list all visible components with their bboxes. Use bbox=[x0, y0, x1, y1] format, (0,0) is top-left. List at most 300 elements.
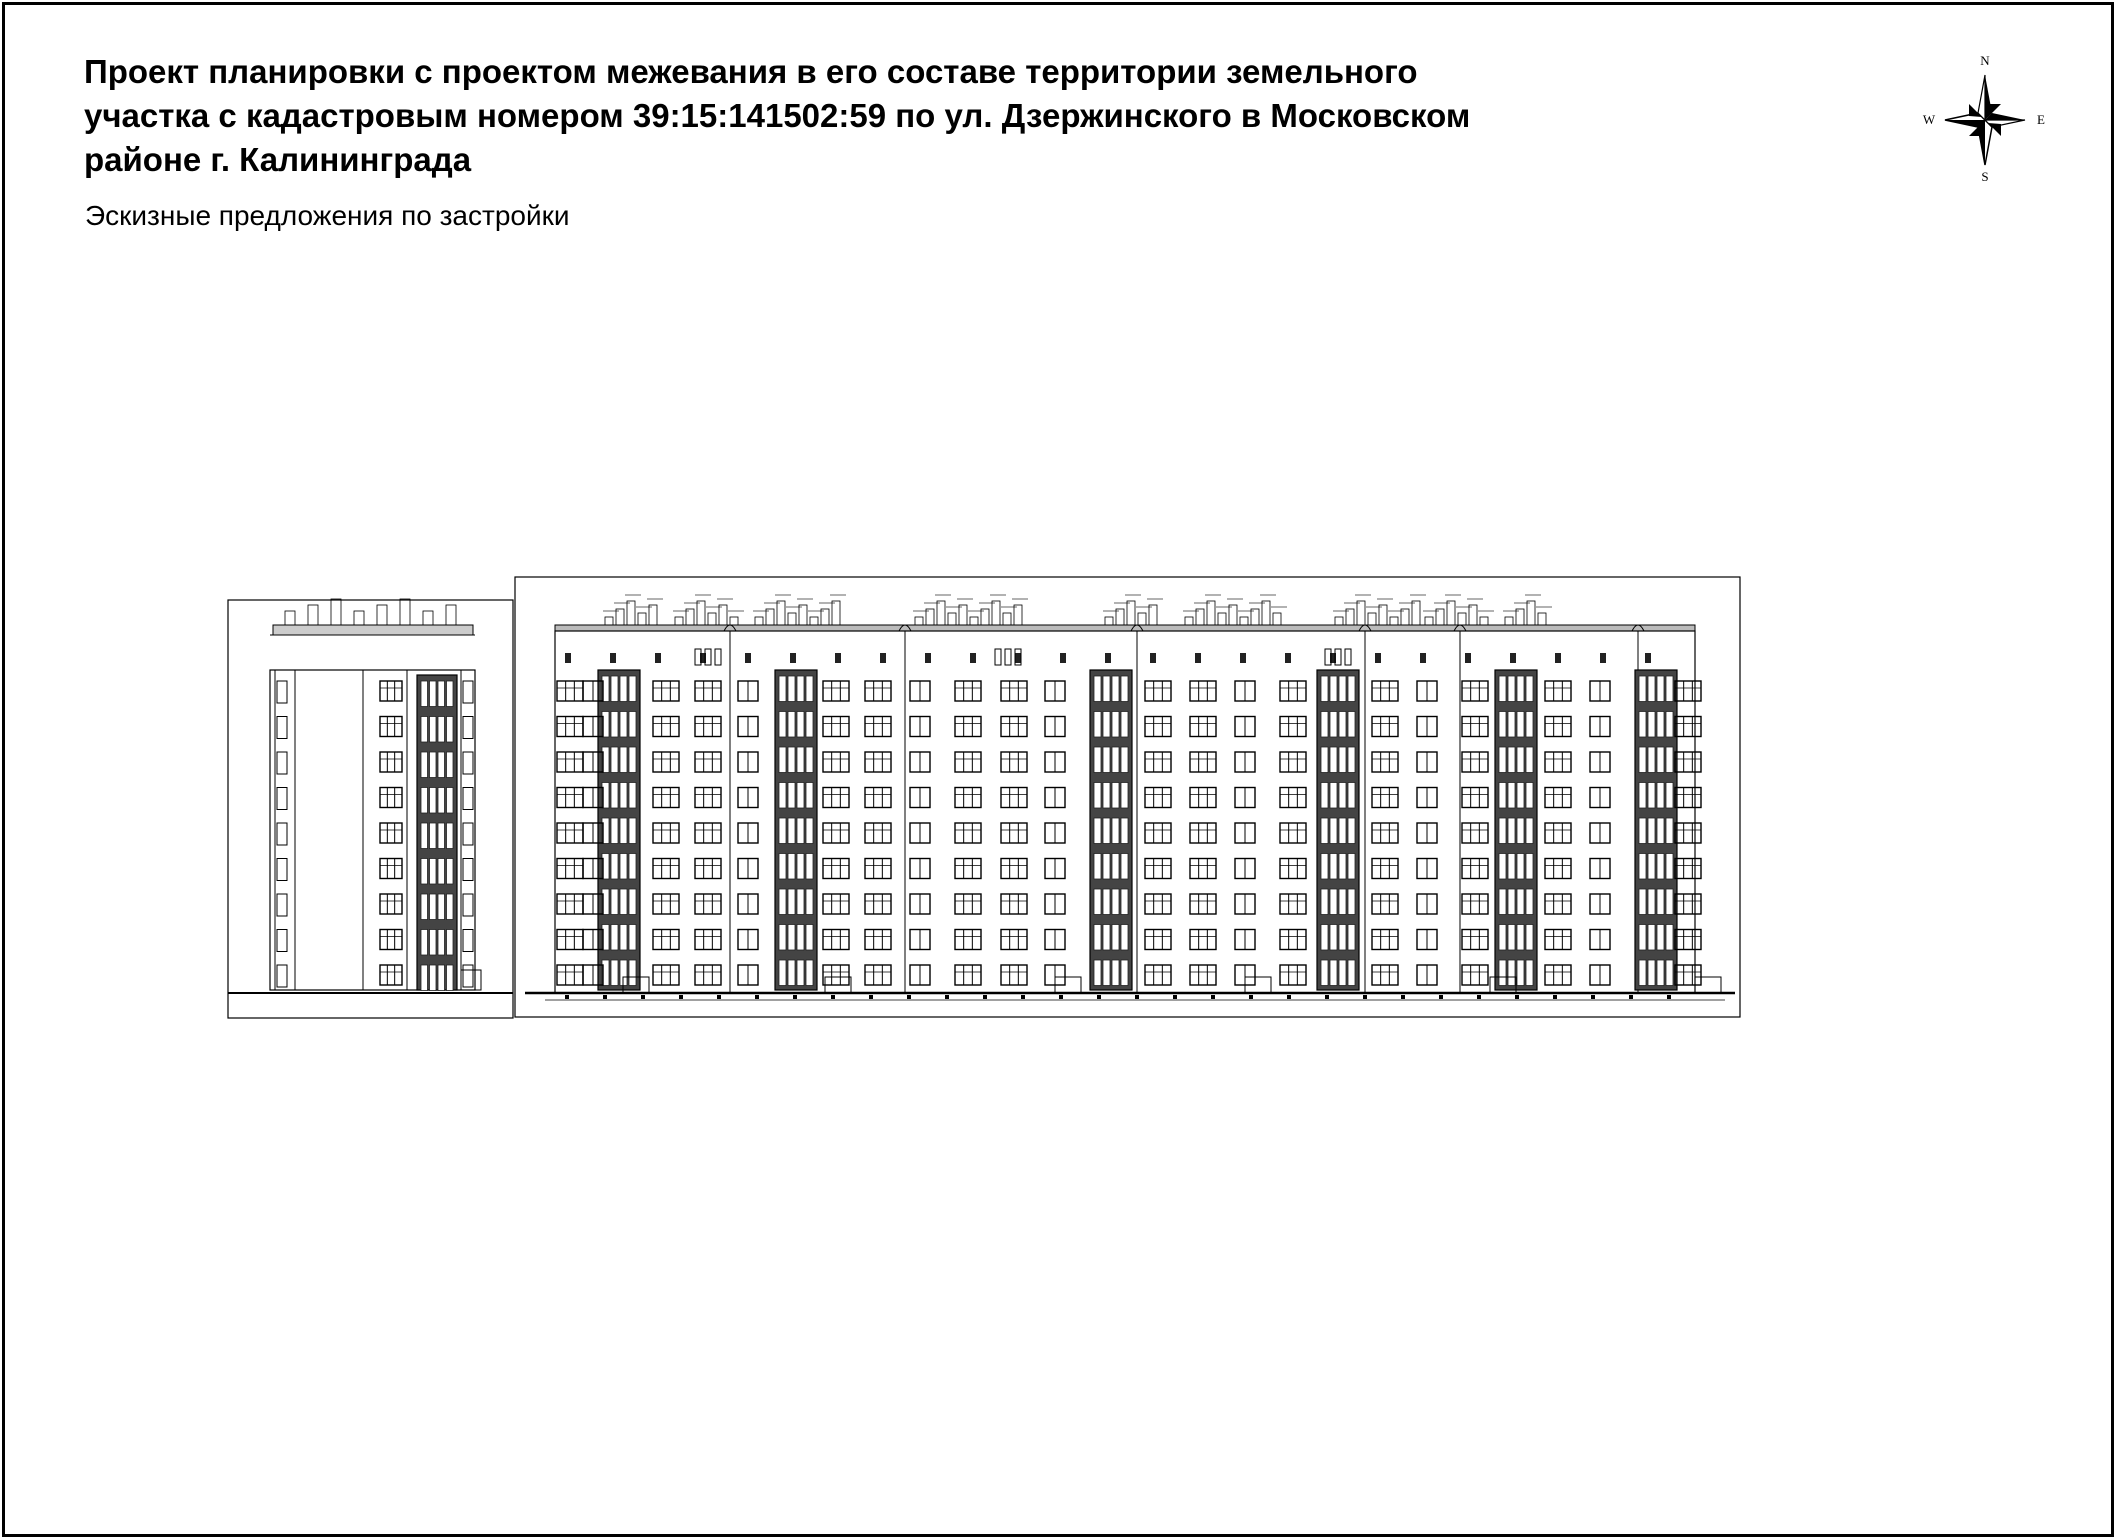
loggia-pane bbox=[797, 854, 804, 880]
front-window bbox=[1145, 788, 1171, 808]
loggia-pane bbox=[1348, 818, 1355, 844]
loggia-pane bbox=[1666, 783, 1673, 809]
loggia-pane bbox=[1094, 854, 1101, 880]
loggia-pane bbox=[1648, 925, 1655, 951]
loggia-pane bbox=[1339, 783, 1346, 809]
front-window bbox=[1190, 823, 1216, 843]
side-window bbox=[463, 717, 473, 739]
loggia-pane bbox=[806, 712, 813, 738]
compass-rose-icon bbox=[1915, 52, 2055, 182]
loggia-pane bbox=[779, 783, 786, 809]
front-window bbox=[955, 930, 981, 950]
front-window bbox=[1280, 965, 1306, 985]
front-window bbox=[1675, 788, 1701, 808]
loggia-pane bbox=[1648, 960, 1655, 986]
loggia-pane bbox=[438, 859, 445, 885]
roof-equipment bbox=[1436, 609, 1444, 625]
compass-east-label: E bbox=[2037, 112, 2045, 127]
front-window bbox=[1372, 859, 1398, 879]
loggia-pane bbox=[1321, 676, 1328, 702]
loggia-pane bbox=[1348, 712, 1355, 738]
loggia-pane bbox=[1508, 676, 1515, 702]
front-window bbox=[557, 681, 583, 701]
roof-equipment bbox=[649, 605, 657, 625]
attic-vent bbox=[1600, 653, 1606, 663]
title-line-3: районе г. Калининграда bbox=[84, 141, 472, 178]
side-window bbox=[380, 788, 402, 808]
front-window bbox=[1675, 717, 1701, 737]
loggia-pane bbox=[1330, 854, 1337, 880]
attic-vent bbox=[1240, 653, 1246, 663]
front-window bbox=[1545, 717, 1571, 737]
front-window bbox=[1190, 930, 1216, 950]
front-window bbox=[1280, 894, 1306, 914]
compass-north-label: N bbox=[1980, 53, 1990, 68]
front-window bbox=[1145, 930, 1171, 950]
loggia-pane bbox=[447, 788, 454, 814]
attic-window bbox=[1005, 649, 1011, 665]
loggia-pane bbox=[1112, 747, 1119, 773]
loggia-pane bbox=[1666, 747, 1673, 773]
loggia-pane bbox=[1094, 676, 1101, 702]
loggia-pane bbox=[797, 818, 804, 844]
roof-equipment bbox=[788, 613, 796, 625]
loggia-pane bbox=[629, 854, 636, 880]
loggia-pane bbox=[1499, 889, 1506, 915]
loggia-pane bbox=[430, 681, 437, 707]
front-window bbox=[1372, 894, 1398, 914]
loggia-pane bbox=[1639, 783, 1646, 809]
loggia-pane bbox=[1103, 889, 1110, 915]
loggia-pane bbox=[1648, 854, 1655, 880]
front-window bbox=[1190, 717, 1216, 737]
front-window bbox=[1190, 681, 1216, 701]
loggia-pane bbox=[1103, 747, 1110, 773]
roof-equipment bbox=[605, 617, 613, 625]
side-window bbox=[463, 930, 473, 952]
loggia-pane bbox=[438, 965, 445, 991]
loggia-pane bbox=[788, 712, 795, 738]
roof-equipment bbox=[1014, 605, 1022, 625]
roof-equipment bbox=[377, 605, 387, 625]
loggia-pane bbox=[1121, 747, 1128, 773]
loggia-pane bbox=[1348, 854, 1355, 880]
side-window bbox=[463, 965, 473, 987]
loggia-pane bbox=[421, 930, 428, 956]
loggia-pane bbox=[1517, 747, 1524, 773]
loggia-pane bbox=[1517, 818, 1524, 844]
roof-equipment bbox=[926, 609, 934, 625]
side-window bbox=[380, 965, 402, 985]
loggia-pane bbox=[1321, 960, 1328, 986]
loggia-pane bbox=[1103, 818, 1110, 844]
front-window bbox=[955, 717, 981, 737]
loggia-pane bbox=[1321, 783, 1328, 809]
foundation-vent bbox=[907, 995, 911, 999]
loggia-pane bbox=[430, 788, 437, 814]
loggia-pane bbox=[1517, 676, 1524, 702]
front-window bbox=[1372, 965, 1398, 985]
front-window bbox=[1372, 681, 1398, 701]
roof-equipment bbox=[1149, 605, 1157, 625]
loggia-pane bbox=[797, 889, 804, 915]
attic-vent bbox=[1060, 653, 1066, 663]
loggia-pane bbox=[788, 854, 795, 880]
loggia-pane bbox=[1508, 747, 1515, 773]
roof-equipment bbox=[1116, 609, 1124, 625]
front-window bbox=[1675, 894, 1701, 914]
loggia-pane bbox=[1330, 925, 1337, 951]
loggia-pane bbox=[797, 925, 804, 951]
loggia-pane bbox=[1321, 818, 1328, 844]
loggia-pane bbox=[1508, 783, 1515, 809]
loggia-pane bbox=[430, 965, 437, 991]
front-window bbox=[1001, 894, 1027, 914]
front-window bbox=[557, 717, 583, 737]
loggia-pane bbox=[620, 676, 627, 702]
loggia-pane bbox=[1657, 712, 1664, 738]
loggia-pane bbox=[788, 818, 795, 844]
front-window bbox=[1372, 930, 1398, 950]
loggia-pane bbox=[1526, 889, 1533, 915]
front-window bbox=[1372, 717, 1398, 737]
front-window bbox=[1145, 752, 1171, 772]
foundation-vent bbox=[1287, 995, 1291, 999]
front-window bbox=[1462, 788, 1488, 808]
elevation-drawing bbox=[225, 575, 1745, 1020]
loggia-pane bbox=[1657, 889, 1664, 915]
loggia-pane bbox=[1648, 747, 1655, 773]
roof-equipment bbox=[285, 611, 295, 625]
front-window bbox=[1462, 894, 1488, 914]
front-window bbox=[1462, 681, 1488, 701]
front-window bbox=[1545, 894, 1571, 914]
foundation-vent bbox=[641, 995, 645, 999]
loggia-pane bbox=[438, 788, 445, 814]
loggia-pane bbox=[1666, 712, 1673, 738]
front-window bbox=[1462, 823, 1488, 843]
foundation-vent bbox=[679, 995, 683, 999]
title-line-1: Проект планировки с проектом межевания в его составе территории земельного bbox=[84, 53, 1418, 90]
roof-equipment bbox=[1368, 613, 1376, 625]
loggia-pane bbox=[1526, 747, 1533, 773]
roof-equipment bbox=[1127, 601, 1135, 625]
front-window bbox=[1190, 752, 1216, 772]
front-window bbox=[865, 717, 891, 737]
roof-equipment bbox=[799, 605, 807, 625]
front-window bbox=[1145, 859, 1171, 879]
roof-equipment bbox=[308, 605, 318, 625]
loggia-pane bbox=[629, 818, 636, 844]
roof-equipment bbox=[810, 617, 818, 625]
loggia-pane bbox=[1094, 747, 1101, 773]
loggia-pane bbox=[806, 925, 813, 951]
loggia-pane bbox=[1648, 712, 1655, 738]
attic-window bbox=[715, 649, 721, 665]
attic-vent bbox=[610, 653, 616, 663]
foundation-vent bbox=[945, 995, 949, 999]
foundation-vent bbox=[1477, 995, 1481, 999]
loggia-pane bbox=[788, 783, 795, 809]
side-window bbox=[380, 752, 402, 772]
front-window bbox=[1280, 717, 1306, 737]
roof-equipment bbox=[948, 613, 956, 625]
front-window bbox=[653, 752, 679, 772]
front-window bbox=[653, 788, 679, 808]
roof-equipment bbox=[1138, 613, 1146, 625]
loggia-pane bbox=[1499, 854, 1506, 880]
roof-equipment bbox=[1335, 617, 1343, 625]
front-window bbox=[1001, 717, 1027, 737]
front-window bbox=[653, 894, 679, 914]
front-window bbox=[1145, 681, 1171, 701]
roof-equipment bbox=[755, 617, 763, 625]
loggia-pane bbox=[430, 752, 437, 778]
loggia-pane bbox=[421, 752, 428, 778]
loggia-pane bbox=[629, 712, 636, 738]
front-window bbox=[695, 788, 721, 808]
loggia-pane bbox=[1499, 747, 1506, 773]
loggia-pane bbox=[1666, 889, 1673, 915]
roof-equipment bbox=[697, 601, 705, 625]
loggia-pane bbox=[797, 676, 804, 702]
loggia-pane bbox=[1657, 676, 1664, 702]
loggia-pane bbox=[779, 676, 786, 702]
loggia-pane bbox=[779, 818, 786, 844]
front-window bbox=[695, 965, 721, 985]
foundation-vent bbox=[755, 995, 759, 999]
loggia-pane bbox=[629, 783, 636, 809]
roof-equipment bbox=[1207, 601, 1215, 625]
loggia-pane bbox=[629, 747, 636, 773]
attic-vent bbox=[655, 653, 661, 663]
loggia-pane bbox=[438, 752, 445, 778]
loggia-pane bbox=[1112, 818, 1119, 844]
foundation-vent bbox=[1629, 995, 1633, 999]
front-window bbox=[823, 717, 849, 737]
loggia-pane bbox=[620, 712, 627, 738]
front-window bbox=[1462, 859, 1488, 879]
attic-vent bbox=[925, 653, 931, 663]
loggia-pane bbox=[1508, 925, 1515, 951]
foundation-vent bbox=[1325, 995, 1329, 999]
roof-equipment bbox=[1447, 601, 1455, 625]
loggia-pane bbox=[797, 783, 804, 809]
attic-vent bbox=[1285, 653, 1291, 663]
loggia-pane bbox=[1348, 747, 1355, 773]
roof-equipment bbox=[1218, 613, 1226, 625]
loggia-pane bbox=[779, 960, 786, 986]
front-window bbox=[1001, 681, 1027, 701]
loggia-pane bbox=[620, 747, 627, 773]
attic-vent bbox=[790, 653, 796, 663]
side-window bbox=[463, 681, 473, 703]
loggia-pane bbox=[1094, 818, 1101, 844]
loggia-pane bbox=[1330, 960, 1337, 986]
loggia-pane bbox=[430, 859, 437, 885]
foundation-vent bbox=[1363, 995, 1367, 999]
loggia-pane bbox=[1103, 676, 1110, 702]
front-window bbox=[1001, 859, 1027, 879]
loggia-pane bbox=[1339, 854, 1346, 880]
roof-equipment bbox=[719, 605, 727, 625]
side-window bbox=[463, 752, 473, 774]
foundation-vent bbox=[603, 995, 607, 999]
front-window bbox=[1145, 717, 1171, 737]
loggia-pane bbox=[1121, 818, 1128, 844]
loggia-pane bbox=[1648, 818, 1655, 844]
loggia-pane bbox=[611, 889, 618, 915]
front-window bbox=[865, 894, 891, 914]
loggia-pane bbox=[1330, 818, 1337, 844]
loggia-pane bbox=[438, 930, 445, 956]
loggia-pane bbox=[1348, 889, 1355, 915]
front-window bbox=[1545, 859, 1571, 879]
roof-equipment bbox=[1262, 601, 1270, 625]
roof-equipment bbox=[1003, 613, 1011, 625]
loggia-pane bbox=[1499, 925, 1506, 951]
loggia-pane bbox=[438, 717, 445, 743]
front-window bbox=[653, 823, 679, 843]
front-window bbox=[865, 965, 891, 985]
front-window bbox=[557, 788, 583, 808]
front-window bbox=[1190, 788, 1216, 808]
front-window bbox=[1462, 930, 1488, 950]
loggia-pane bbox=[1648, 889, 1655, 915]
loggia-pane bbox=[421, 894, 428, 920]
loggia-pane bbox=[611, 818, 618, 844]
loggia-pane bbox=[1517, 783, 1524, 809]
side-window bbox=[277, 894, 287, 916]
front-window bbox=[865, 823, 891, 843]
loggia-pane bbox=[1657, 925, 1664, 951]
roof-equipment bbox=[1412, 601, 1420, 625]
foundation-vent bbox=[1021, 995, 1025, 999]
loggia-pane bbox=[1112, 925, 1119, 951]
loggia-pane bbox=[1348, 676, 1355, 702]
loggia-pane bbox=[788, 676, 795, 702]
loggia-pane bbox=[629, 925, 636, 951]
loggia-pane bbox=[421, 681, 428, 707]
front-window bbox=[1545, 752, 1571, 772]
loggia-pane bbox=[1112, 712, 1119, 738]
front-window bbox=[865, 930, 891, 950]
front-window bbox=[1001, 823, 1027, 843]
loggia-pane bbox=[438, 681, 445, 707]
attic-vent bbox=[1150, 653, 1156, 663]
side-parapet bbox=[273, 625, 473, 635]
attic-vent bbox=[1465, 653, 1471, 663]
foundation-vent bbox=[1249, 995, 1253, 999]
roof-equipment bbox=[1229, 605, 1237, 625]
loggia-pane bbox=[1639, 747, 1646, 773]
loggia-pane bbox=[421, 965, 428, 991]
roof-equipment bbox=[1273, 613, 1281, 625]
loggia-pane bbox=[611, 783, 618, 809]
front-window bbox=[865, 788, 891, 808]
loggia-pane bbox=[1648, 676, 1655, 702]
loggia-pane bbox=[447, 681, 454, 707]
loggia-pane bbox=[806, 818, 813, 844]
loggia-pane bbox=[779, 889, 786, 915]
attic-vent bbox=[565, 653, 571, 663]
attic-vent bbox=[1015, 653, 1021, 663]
loggia-pane bbox=[1321, 747, 1328, 773]
foundation-vent bbox=[1591, 995, 1595, 999]
loggia-pane bbox=[1508, 889, 1515, 915]
loggia-pane bbox=[430, 823, 437, 849]
foundation-vent bbox=[1515, 995, 1519, 999]
front-window bbox=[1001, 965, 1027, 985]
loggia-pane bbox=[1321, 854, 1328, 880]
loggia-pane bbox=[629, 889, 636, 915]
roof-equipment bbox=[1527, 601, 1535, 625]
loggia-pane bbox=[1526, 783, 1533, 809]
front-window bbox=[823, 965, 849, 985]
loggia-pane bbox=[1330, 783, 1337, 809]
side-window bbox=[380, 681, 402, 701]
side-window bbox=[277, 859, 287, 881]
loggia-pane bbox=[611, 925, 618, 951]
attic-vent bbox=[835, 653, 841, 663]
loggia-pane bbox=[1094, 712, 1101, 738]
loggia-pane bbox=[788, 960, 795, 986]
loggia-pane bbox=[1348, 960, 1355, 986]
loggia-pane bbox=[1639, 889, 1646, 915]
roof-equipment bbox=[446, 605, 456, 625]
roof-equipment bbox=[1480, 617, 1488, 625]
loggia-pane bbox=[1112, 960, 1119, 986]
foundation-vent bbox=[793, 995, 797, 999]
loggia-pane bbox=[1103, 925, 1110, 951]
roof-equipment bbox=[915, 617, 923, 625]
front-window bbox=[557, 965, 583, 985]
loggia-pane bbox=[1094, 925, 1101, 951]
roof-equipment bbox=[730, 617, 738, 625]
loggia-pane bbox=[421, 717, 428, 743]
roof-equipment bbox=[400, 599, 410, 625]
loggia-pane bbox=[806, 676, 813, 702]
front-window bbox=[695, 717, 721, 737]
compass-south-label: S bbox=[1981, 169, 1989, 182]
front-window bbox=[1280, 859, 1306, 879]
front-window bbox=[1675, 965, 1701, 985]
loggia-pane bbox=[447, 930, 454, 956]
front-window bbox=[955, 894, 981, 914]
attic-vent bbox=[970, 653, 976, 663]
foundation-vent bbox=[1135, 995, 1139, 999]
side-window bbox=[463, 788, 473, 810]
foundation-vent bbox=[1667, 995, 1671, 999]
loggia-pane bbox=[1103, 960, 1110, 986]
roof-equipment bbox=[1390, 617, 1398, 625]
loggia-pane bbox=[1121, 854, 1128, 880]
front-window bbox=[1675, 752, 1701, 772]
front-window bbox=[955, 859, 981, 879]
loggia-pane bbox=[620, 818, 627, 844]
loggia-pane bbox=[1639, 960, 1646, 986]
loggia-pane bbox=[421, 859, 428, 885]
front-window bbox=[823, 752, 849, 772]
roof-equipment bbox=[1379, 605, 1387, 625]
side-window bbox=[380, 894, 402, 914]
foundation-vent bbox=[869, 995, 873, 999]
loggia-pane bbox=[1330, 712, 1337, 738]
attic-vent bbox=[1375, 653, 1381, 663]
roof-equipment bbox=[627, 601, 635, 625]
front-window bbox=[1280, 752, 1306, 772]
side-window bbox=[277, 681, 287, 703]
